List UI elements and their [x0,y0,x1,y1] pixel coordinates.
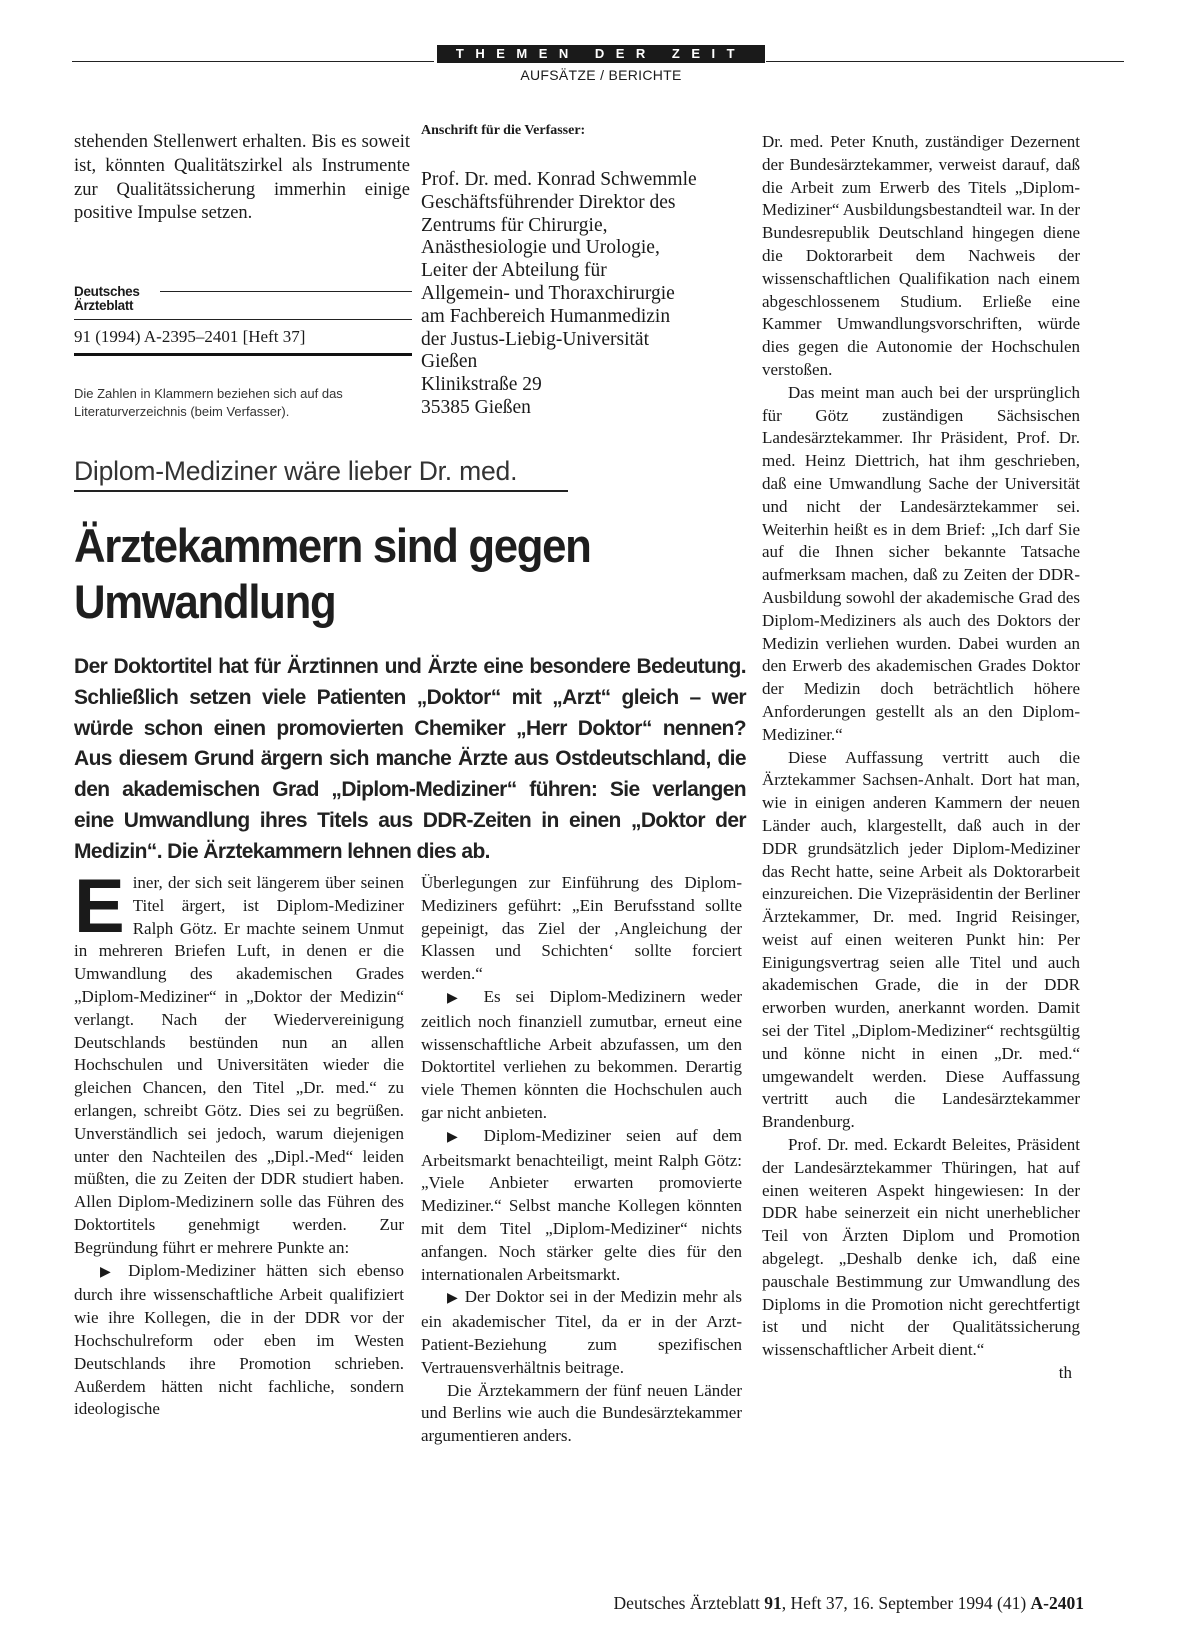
author-address [421,122,741,420]
body-column-2 [421,872,742,1448]
citation-box [74,285,412,356]
divider [160,291,412,292]
paragraph: Überlegungen zur Einführung des Diplom-Mediziners geführt: „Ein Berufsstand sollte gepeinigt, das Ziel der ‚Angleichung der Klassen und Schichten‘ sollte forciert werden.“ [421,873,742,984]
footnote: Die Zahlen in Klammern beziehen sich auf das Literaturverzeichnis (beim Verfasser). [74,386,343,419]
article-headline [74,518,706,630]
address-lines [421,169,741,420]
address-line: Zentrums für Chirurgie, [421,214,608,236]
paragraph-text: Diplom-Mediziner hätten sich ebenso durch ihre wissenschaftliche Arbeit qualifiziert wie ihre Kollegen, die in der DDR vor der Hochschulreform oder eben im Westen Deutschlands ihre Promotion schrieben. Außerdem hätten nicht fachliche, sondern ideologische [74,1260,404,1419]
paragraph: Prof. Dr. med. Eckardt Beleites, Präsident der Landesärztekammer Thüringen, hat auf einen weiteren Aspekt hingewiesen: In der DDR habe seinerzeit ein nicht unerheblicher Teil von Ärzten Diplom und Promotion abgelegt. „Deshalb denke ich, daß eine pauschale Bestimmung zur Umwandlung des Diploms in die Promotion nicht gerechtfertigt ist und nicht der Qualitätssicherung wissenschaftlicher Arbeit dient.“ [762,1135,1080,1360]
footer-volume: 91 [764,1593,782,1613]
paragraph: stehenden Stellenwert erhalten. Bis es soweit ist, könnten Qualitätszirkel als Instrumente zur Qualitätssicherung immerhin einige positive Impulse setzen. [74,132,410,224]
bullet-arrow-icon: ▶ [447,1291,460,1307]
bullet-paragraph [421,1286,742,1379]
article-lead: Der Doktortitel hat für Ärztinnen und Ärzte eine besondere Bedeutung. Schließlich setzen viele Patienten „Doktor“ mit „Arzt“ gleich – wer würde schon einen promovierten Chemiker „Herr Doktor“ nennen? Aus diesem Grund ärgern sich manche Ärzte aus Ostdeutschland, die den akademischen Grad „Diplom-Mediziner“ führen: Sie verlangen eine Umwandlung ihres Titels aus DDR-Zeiten in einen „Doktor der Medizin“. Die Ärztekammern lehnen dies ab. [74,655,746,863]
paragraph: Diese Auffassung vertritt auch die Ärztekammer Sachsen-Anhalt. Dort hat man, wie in einigen anderen Kammern der neuen Länder auch, klargestellt, daß auch in der DDR grundsätzlich jeder Diplom-Mediziner das Recht hatte, seine Arbeit als Doktorarbeit einzureichen. Die Vizepräsidentin der Berliner Ärztekammer, Dr. med. Ingrid Reisinger, weist auf einen weiteren Punkt hin: Per Einigungsvertrag seien alle Titel und auch akademischen Grade, die in der DDR erworben wurden, anerkannt worden. Damit sei der Titel „Diplom-Mediziner“ rechtsgültig und könne nicht in einen „Dr. med.“ umgewandelt werden. Diese Auffassung vertritt auch die Landesärztekammer Brandenburg. [762,747,1080,1132]
address-line: Geschäftsführender Direktor des [421,191,676,213]
address-line: Leiter der Abteilung für [421,260,607,282]
bullet-arrow-icon: ▶ [447,1129,469,1145]
address-label: Anschrift für die Verfasser: [421,123,586,138]
headline-line: Umwandlung [74,575,336,628]
paragraph: Das meint man auch bei der ursprünglich für Götz zuständigen Sächsischen Landesärztekammer. Ihr Präsident, Prof. Dr. med. Heinz Diettrich, hat ihm geschrieben, daß eine Umwandlung Sache der Universität und nicht der Landesärztekammer sei. Weiterhin heißt es in dem Brief: „Ich darf Sie auf die Ihnen sicher bekannte Tatsache aufmerksam machen, daß zu Zeiten der DDR-Ausbildung sowohl der akademische Grad des Diplom-Mediziners als auch des Doktors der Medizin verliehen wurden. Dabei wurden an den Erwerb des akademischen Grades Doktor der Medizin doch beträchtlich höhere Anforderungen gestellt als an den Diplom-Mediziner.“ [762,382,1080,744]
drop-cap: E [74,864,125,949]
paragraph: Dr. med. Peter Knuth, zuständiger Dezernent der Bundesärztekammer, verweist darauf, daß die Arbeit zum Erwerb des Titels „Diplom-Mediziner“ Ausbildungsbestandteil war. In der Bundesrepublik Deutschland hingegen diene die Doktorarbeit dem Nachweis der wissenschaftlichen Qualifikation nach einem abgeschlossenem Studium. Erließe eine Kammer Umwandlungsvorschriften, würde dies gegen die Autonomie der Hochschulen verstoßen. [762,132,1080,379]
paragraph-text: Es sei Diplom-Medizinern weder zeitlich noch finanziell zumutbar, erneut eine wissenschaftliche Arbeit abzufassen, um den Doktortitel verliehen zu bekommen. Derartig viele Themen könnten die Hochschulen auch gar nicht anbieten. [421,986,742,1122]
address-line: Gießen [421,351,478,373]
section-banner: THEMEN DER ZEIT [437,45,765,63]
address-line: Allgemein- und Thoraxchirurgie [421,282,675,304]
page-number: A-2401 [1030,1593,1084,1613]
paragraph-text: iner, der sich seit längerem über seinen Titel ärgert, ist Diplom-Mediziner Ralph Götz. Er machte seinem Unmut in mehreren Briefen Luft, in denen er die Umwandlung des akademischen Grades „Diplom-Mediziner“ in „Doktor der Medizin“ verlangt. Nach der Wiedervereinigung Deutschlands bestünden nun an allen Hochschulen und Universitäten wieder die gleichen Chancen, den Titel „Dr. med.“ zu erlangen, schreibt Götz. Dies sei zu begrüßen. Unverständlich sei jedoch, warum diejenigen unter den Nachteilen des „Dipl.-Med“ leiden müßten, die zu Zeiten der DDR studiert haben. Allen Diplom-Medizinern solle das Führen des Doktortitels genehmigt werden. Zur Begründung führt er mehrere Punkte an: [74,873,404,1257]
address-line: der Justus-Liebig-Universität [421,328,649,350]
divider [74,353,412,356]
header-rule-left [72,61,434,62]
paragraph: Die Ärztekammern der fünf neuen Länder und Berlins wie auch die Bundesärztekammer argumentieren anders. [421,1380,742,1446]
bullet-paragraph [421,986,742,1125]
paragraph [74,864,404,1260]
paragraph-text: Der Doktor sei in der Medizin mehr als ein akademischer Titel, da er in der Arzt-Patient-Beziehung zum spezifischen Vertrauensverhältnis beitrage. [421,1287,742,1377]
address-line: Klinikstraße 29 [421,374,542,396]
bullet-paragraph [421,1125,742,1287]
bullet-arrow-icon: ▶ [447,990,469,1006]
author-initials: th [1058,1363,1072,1383]
journal-logo-line2: Ärzteblatt [74,298,134,313]
footer-journal: Deutsches Ärzteblatt [613,1593,760,1613]
body-column-1 [74,864,404,1421]
kicker-underline [74,490,568,492]
footer-issue: , Heft 37, 16. September 1994 (41) [781,1593,1027,1613]
bullet-paragraph [74,1260,404,1422]
address-line: 35385 Gießen [421,396,531,418]
journal-logo-line1: Deutsches [74,284,140,299]
bullet-arrow-icon: ▶ [100,1264,118,1280]
paragraph-text: Diplom-Mediziner seien auf dem Arbeitsmarkt benachteiligt, meint Ralph Götz: „Viele Anbieter erwarten promovierte Mediziner.“ Selbst manche Kollegen könnten mit dem Titel „Diplom-Mediziner“ nichts anfangen. Noch stärker gelte dies für den internationalen Arbeitsmarkt. [421,1125,743,1284]
address-line: Anästhesiologie und Urologie, [421,237,660,259]
body-column-3 [762,131,1080,1385]
previous-article-ending [74,131,410,226]
header-rule-right [766,61,1124,62]
citation-reference: 91 (1994) A-2395–2401 [Heft 37] [74,327,306,346]
article-kicker: Diplom-Mediziner wäre lieber Dr. med. [74,456,518,486]
section-subtitle: AUFSÄTZE / BERICHTE [520,67,682,83]
address-line: Prof. Dr. med. Konrad Schwemmle [421,169,697,190]
address-line: am Fachbereich Humanmedizin [421,305,671,327]
page-footer [520,1593,1084,1614]
headline-line: Ärztekammern sind gegen [74,519,591,572]
